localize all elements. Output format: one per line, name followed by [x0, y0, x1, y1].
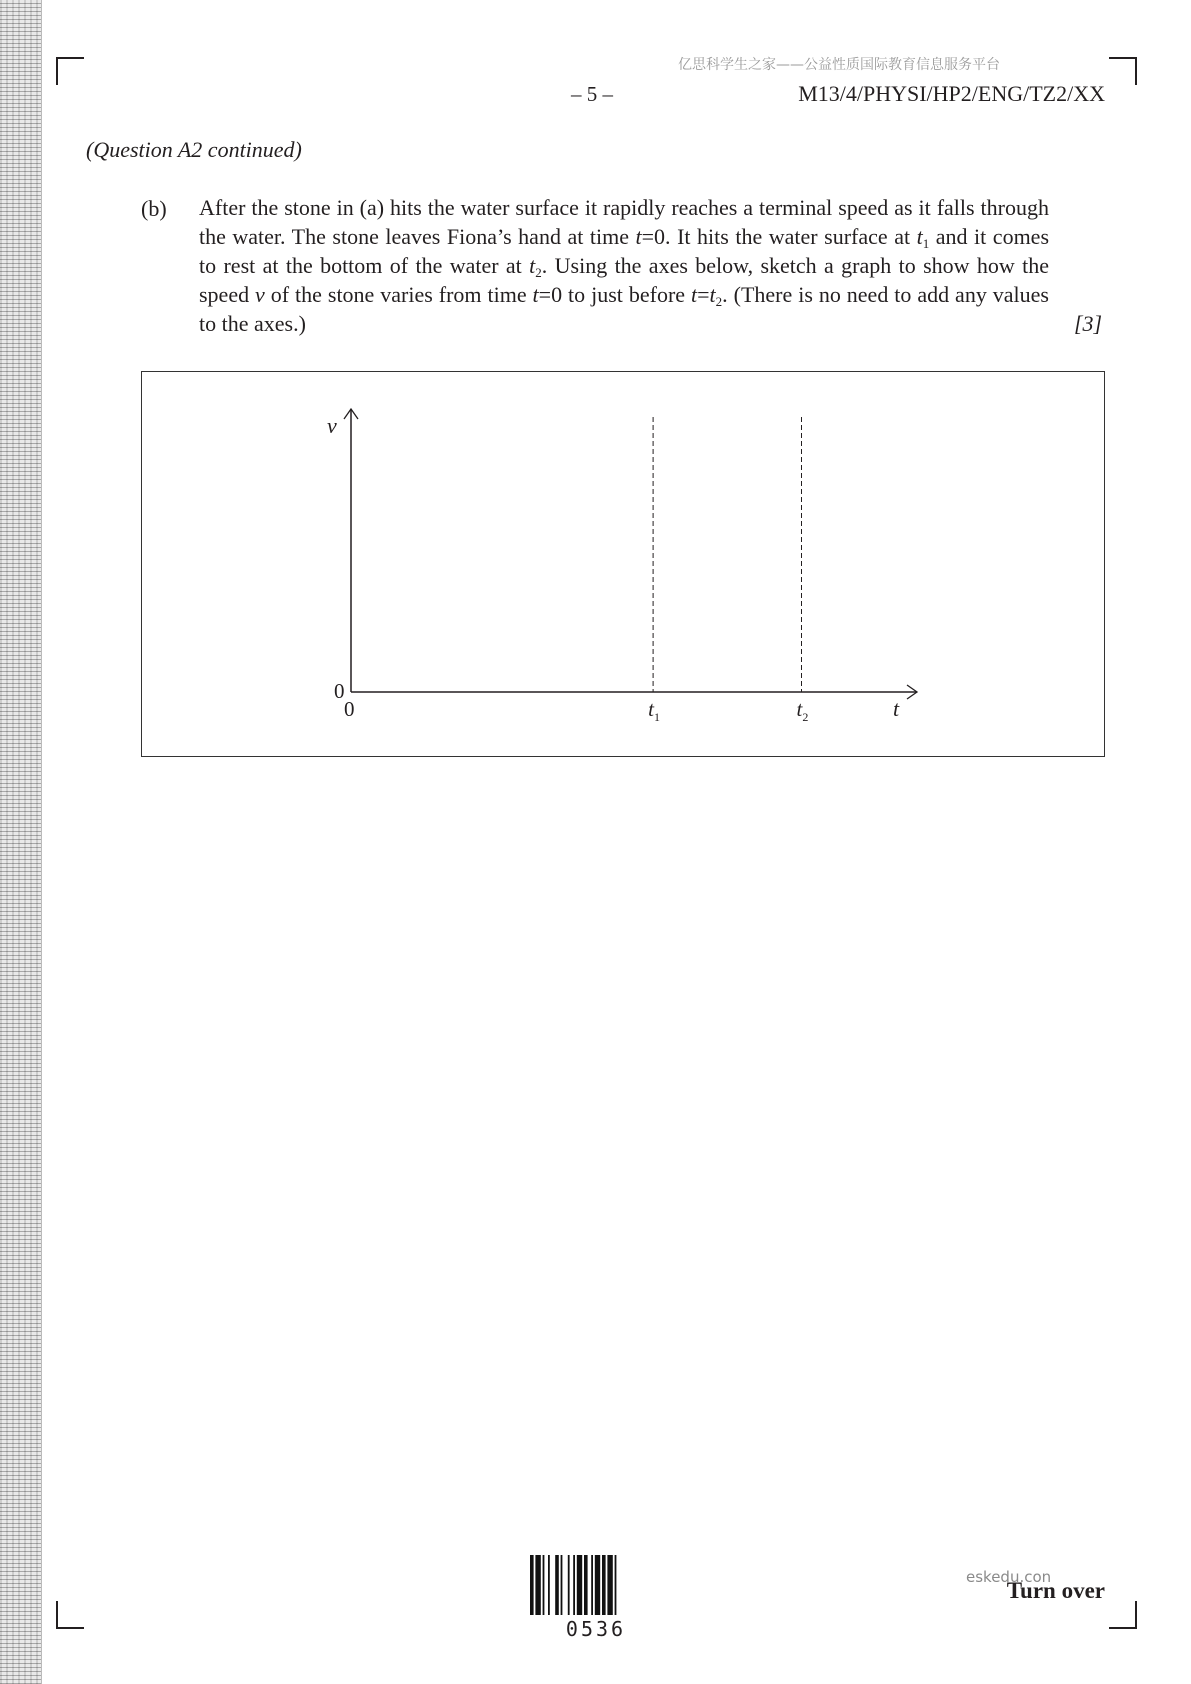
speed-time-axes	[142, 372, 1106, 758]
site-watermark: eskedu.con	[966, 1568, 1052, 1586]
barcode-bar	[530, 1555, 534, 1615]
question-continued-label: (Question A2 continued)	[86, 137, 302, 162]
crop-mark-top-right	[1109, 57, 1137, 85]
watermark-text: 亿思科学生之家——公益性质国际教育信息服务平台	[678, 57, 1000, 73]
barcode-bar	[607, 1555, 612, 1615]
time-marker-label-1: $t_1$	[648, 697, 660, 724]
paper-code: M13/4/PHYSI/HP2/ENG/TZ2/XX	[798, 81, 1105, 106]
barcode-bar	[577, 1555, 582, 1615]
barcode-bar	[595, 1555, 600, 1615]
barcode-bar	[573, 1555, 575, 1615]
barcode-bar	[602, 1555, 606, 1615]
barcode-number: 0536	[565, 1617, 627, 1641]
barcode-bar	[584, 1555, 588, 1615]
barcode-bar	[548, 1555, 550, 1615]
crop-mark-bottom-right	[1109, 1601, 1137, 1629]
turn-over-label: Turn over	[1006, 1578, 1105, 1603]
part-label: (b)	[141, 196, 167, 221]
barcode-bar	[568, 1555, 570, 1615]
answer-box[interactable]	[141, 371, 1105, 757]
crop-mark-bottom-left	[56, 1601, 84, 1629]
x-axis-label: t	[893, 696, 900, 721]
page-number: – 5 –	[571, 82, 613, 106]
time-marker-label-2: $t_2$	[796, 697, 809, 724]
barcode	[530, 1555, 662, 1615]
x-origin-label: 0	[344, 697, 355, 721]
y-axis-label: v	[327, 413, 337, 438]
barcode-bar	[555, 1555, 559, 1615]
barcode-bar	[561, 1555, 563, 1615]
marks-label: [3]	[1074, 311, 1103, 336]
barcode-bar	[543, 1555, 545, 1615]
binding-strip	[0, 0, 42, 1684]
barcode-bar	[591, 1555, 593, 1615]
question-text: After the stone in (a) hits the water surface it rapidly reaches a terminal speed as it falls through the water. The stone leaves Fiona’s hand at time t=0. It hits the water surface at $t_1$ and it comes to rest at the bottom of the water at $t_2$. Using the axes below, sketch a graph to show how the speed v of the stone varies from time t=0 to just before $t=t_2$. (There is no need to add any values to the axes.)	[199, 195, 1050, 336]
barcode-bar	[535, 1555, 540, 1615]
barcode-bar	[615, 1555, 617, 1615]
y-origin-label: 0	[334, 679, 345, 703]
crop-mark-top-left	[56, 57, 84, 85]
